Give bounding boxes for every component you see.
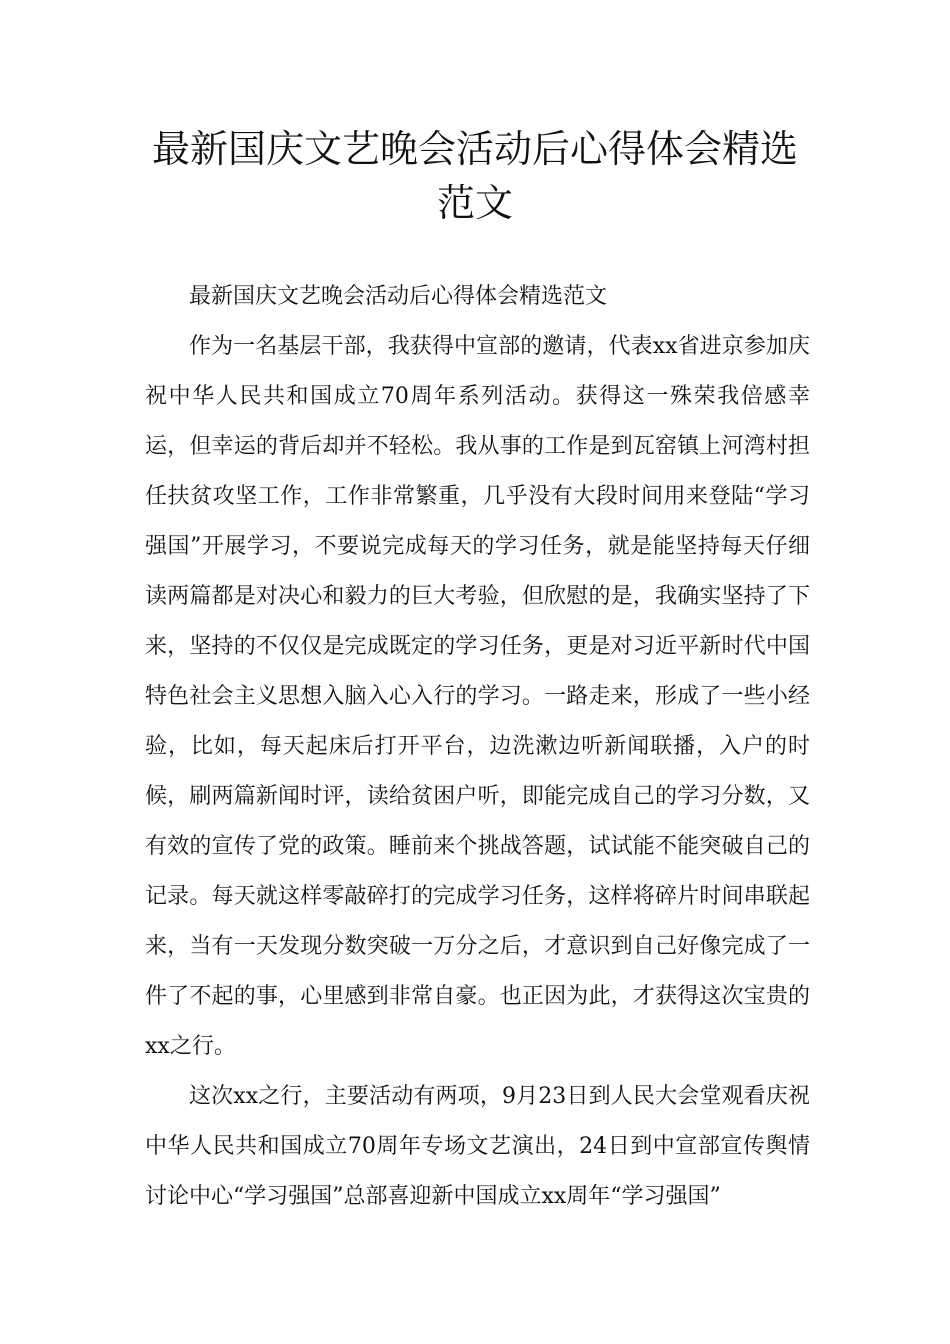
document-body	[145, 272, 810, 1222]
paragraph-subtitle: 最新国庆文艺晚会活动后心得体会精选范文	[189, 284, 608, 309]
paragraph-2: 这次xx之行，主要活动有两项，9月23日到人民大会堂观看庆祝中华人民共和国成立70周年专场文艺演出，24日到中宣部宣传舆情讨论中心“学习强国”总部喜迎新中国成立xx周年“学习强国”	[145, 1084, 810, 1209]
title-line-1: 最新国庆文艺晚会活动后心得体会精选	[151, 127, 798, 171]
paragraph-1: 作为一名基层干部，我获得中宣部的邀请，代表xx省进京参加庆祝中华人民共和国成立70周年系列活动。获得这一殊荣我倍感幸运，但幸运的背后却并不轻松。我从事的工作是到瓦窑镇上河湾村担任扶贫攻坚工作，工作非常繁重，几乎没有大段时间用来登陆“学习强国”开展学习，不要说完成每天的学习任务，就是能坚持每天仔细读两篇都是对决心和毅力的巨大考验，但欣慰的是，我确实坚持了下来，坚持的不仅仅是完成既定的学习任务，更是对习近平新时代中国特色社会主义思想入脑入心入行的学习。一路走来，形成了一些小经验，比如，每天起床后打开平台，边洗漱边听新闻联播，入户的时候，刷两篇新闻时评，读给贫困户听，即能完成自己的学习分数，又有效的宣传了党的政策。睡前来个挑战答题，试试能不能突破自己的记录。每天就这样零敲碎打的完成学习任务，这样将碎片时间串联起来，当有一天发现分数突破一万分之后，才意识到自己好像完成了一件了不起的事，心里感到非常自豪。也正因为此，才获得这次宝贵的xx之行。	[145, 334, 810, 1059]
title-line-2: 范文	[436, 181, 513, 225]
document-title	[120, 122, 830, 230]
